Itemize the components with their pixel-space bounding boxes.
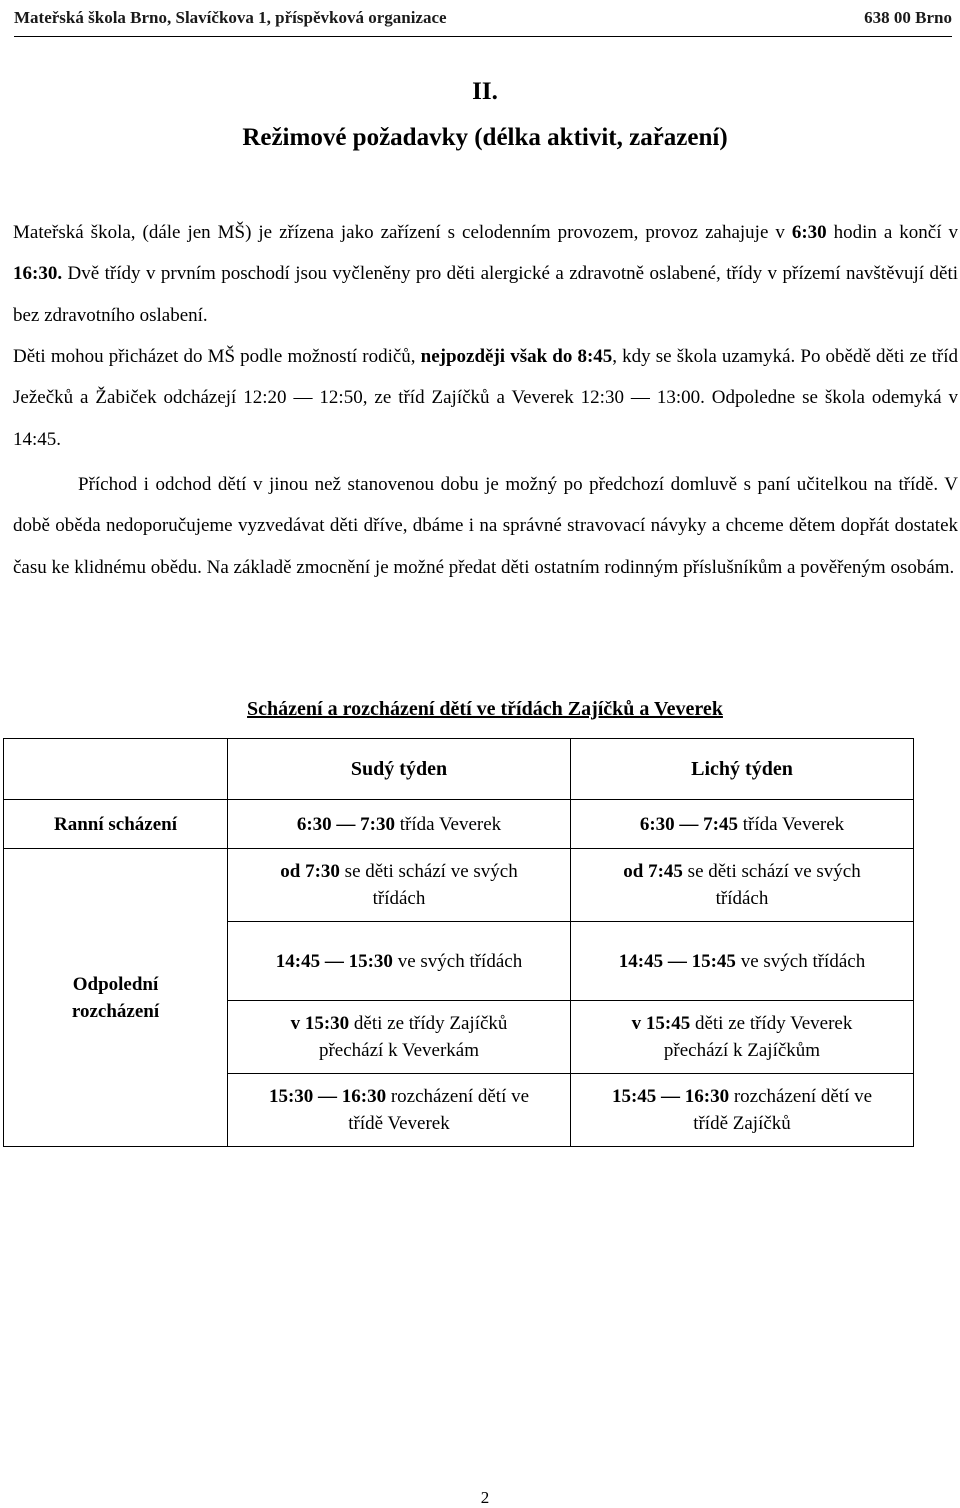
- text-line-2: přechází k Zajíčkům: [663, 1040, 821, 1061]
- text-line-2: třídě Veverek: [348, 1113, 450, 1134]
- p1-text-2: hodin a končí v: [826, 222, 958, 243]
- cell-morning-even: [228, 800, 571, 849]
- text: děti ze třídy Veverek: [690, 1013, 853, 1034]
- p1-text-3: Dvě třídy v prvním poschodí jsou vyčleněny pro děti alergické a zdravotně oslabené, třídy v přízemí navštěvují děti bez zdravotního oslabení.: [13, 263, 958, 326]
- label-line-2: rozcházení: [71, 1000, 160, 1022]
- text: děti ze třídy Zajíčků: [349, 1013, 508, 1034]
- p1-open-time: 6:30: [791, 222, 827, 243]
- page-number: 2: [480, 1488, 490, 1507]
- text-line-2: přechází k Veverkám: [318, 1040, 479, 1061]
- time: od 7:30: [280, 861, 340, 882]
- cell-afternoon-odd: [571, 1074, 914, 1147]
- header-organization: Mateřská škola Brno, Slavíčkova 1, příspěvková organizace: [14, 8, 447, 27]
- text: rozcházení dětí ve: [386, 1086, 530, 1107]
- cell-afternoon-odd: [571, 1001, 914, 1074]
- p2-text-2: , kdy se škola uzamyká. Po obědě děti ze tříd Ježečků a Žabiček odcházejí 12:20 — 12:50, ze tříd Zajíčků a Veverek 12:30 — 13:00. Odpoledne se škola odemyká v 14:45.: [13, 346, 959, 450]
- table-title: Scházení a rozcházení dětí ve třídách Zajíčků a Veverek: [247, 698, 723, 720]
- text: třída Veverek: [394, 813, 502, 835]
- p1-close-time: 16:30.: [13, 263, 63, 285]
- schedule-table: [3, 738, 914, 1147]
- cell-afternoon-even: [228, 1074, 571, 1147]
- table-row-morning: [4, 800, 914, 849]
- header-even-week: Sudý týden: [228, 739, 571, 800]
- p2-deadline: nejpozději však do 8:45: [420, 346, 613, 367]
- time: 14:45 — 15:30: [275, 950, 393, 972]
- page-title: Režimové požadavky (délka aktivit, zařazení): [242, 124, 728, 151]
- paragraph-operating-hours: [13, 212, 958, 336]
- text: rozcházení dětí ve: [729, 1086, 873, 1107]
- text-line-2: třídách: [715, 888, 769, 909]
- chapter-number: II.: [472, 78, 498, 105]
- cell-afternoon-even: [228, 849, 571, 922]
- label-line-1: Odpolední: [72, 973, 159, 995]
- header-postal-code: 638 00 Brno: [864, 8, 952, 27]
- page-header: [14, 0, 952, 37]
- time: 6:30 — 7:45: [639, 813, 738, 835]
- header-odd-week: Lichý týden: [571, 739, 914, 800]
- text: se děti schází ve svých: [682, 861, 861, 882]
- cell-afternoon-odd: [571, 922, 914, 1001]
- cell-afternoon-odd: [571, 849, 914, 922]
- p3-text: Příchod i odchod dětí v jinou než stanovenou dobu je možný po předchozí domluvě s paní učitelkou na třídě. V době oběda nedoporučujeme vyzvedávat děti dříve, dbáme i na správné stravovací návyky a chceme dětem dopřát dostatek času ke klidnému obědu. Na základě zmocnění je možné předat děti ostatním rodinným příslušníkům a pověřeným osobám.: [13, 474, 958, 578]
- paragraph-pickup: [13, 464, 958, 588]
- cell-afternoon-even: [228, 1001, 571, 1074]
- text-line-2: třídě Zajíčků: [693, 1113, 791, 1134]
- p1-text-1: Mateřská škola, (dále jen MŠ) je zřízena jako zařízení s celodenním provozem, provoz zahajuje v: [13, 222, 792, 243]
- text: se děti schází ve svých: [339, 861, 518, 882]
- table-header-row: [4, 739, 914, 800]
- time: 6:30 — 7:30: [296, 813, 395, 835]
- time: od 7:45: [623, 861, 683, 882]
- p2-text-1: Děti mohou přicházet do MŠ podle možností rodičů,: [13, 346, 421, 367]
- text: ve svých třídách: [735, 950, 866, 972]
- paragraph-arrival: [13, 336, 958, 460]
- cell-morning-odd: [571, 800, 914, 849]
- time: 15:45 — 16:30: [611, 1086, 730, 1107]
- time: 14:45 — 15:45: [618, 950, 736, 972]
- row-label-morning: Ranní scházení: [4, 800, 228, 849]
- time: v 15:45: [631, 1013, 691, 1034]
- time: v 15:30: [290, 1013, 350, 1034]
- time: 15:30 — 16:30: [268, 1086, 387, 1107]
- row-label-afternoon: [4, 849, 228, 1147]
- text: třída Veverek: [737, 813, 845, 835]
- table-row-afternoon: [4, 849, 914, 922]
- text-line-2: třídách: [372, 888, 426, 909]
- cell-afternoon-even: [228, 922, 571, 1001]
- text: ve svých třídách: [392, 950, 523, 972]
- header-empty-cell: [4, 739, 228, 800]
